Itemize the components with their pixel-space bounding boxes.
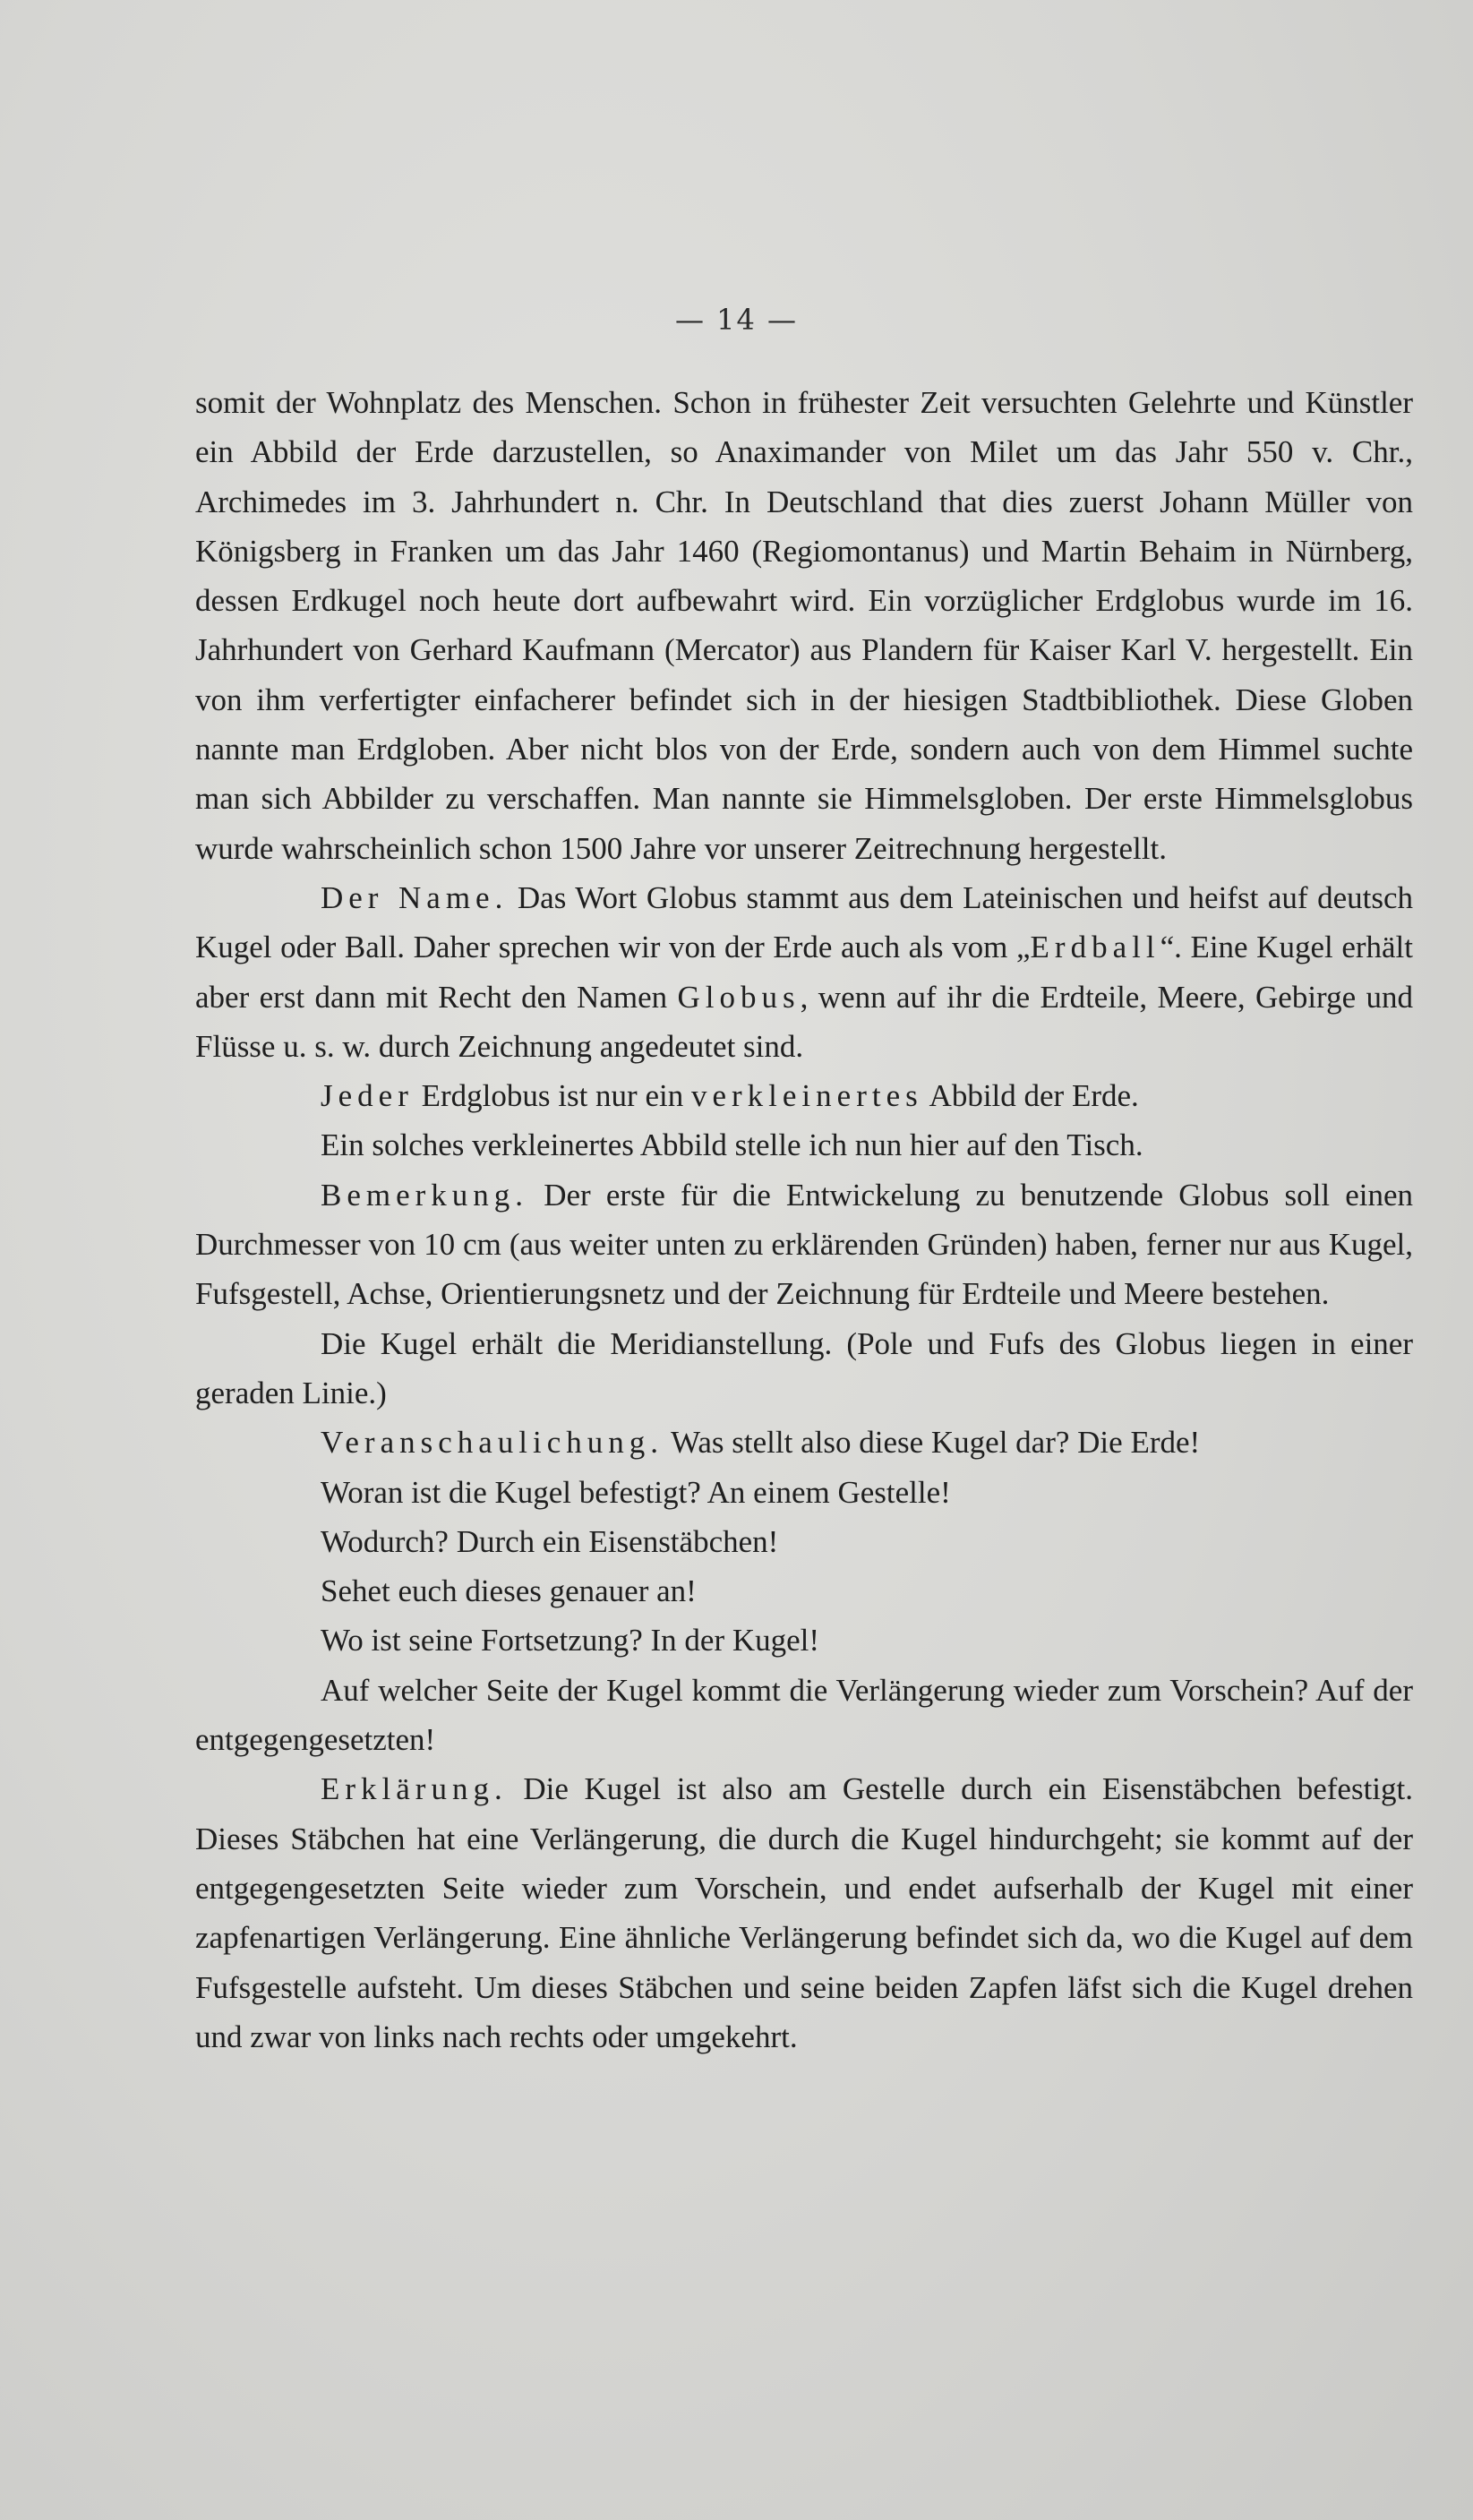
paragraph <box>195 1566 1413 1616</box>
emphasized-text: Erdball <box>1030 930 1160 965</box>
paragraph-text: Was stellt also diese Kugel dar? Die Erde! <box>664 1425 1201 1461</box>
paragraph-text: Erdglobus ist nur ein <box>413 1078 691 1114</box>
paragraph <box>195 1517 1413 1566</box>
emphasized-text: Jeder <box>321 1078 414 1114</box>
paragraph <box>195 1764 1413 2061</box>
paragraph <box>195 1616 1413 1665</box>
paragraph <box>195 1319 1413 1419</box>
paragraph-text: Woran ist die Kugel befestigt? An einem Gestelle! <box>321 1474 951 1510</box>
paragraph <box>195 1120 1413 1170</box>
emphasized-text: Erklärung. <box>321 1771 508 1807</box>
page-number: — 14 — <box>674 303 799 337</box>
paragraph-text: somit der Wohnplatz des Menschen. Schon in frühester Zeit versuchten Gelehrte und Künstler ein Abbild der Erde darzustellen, so Anaximander von Milet um das Jahr 550 v. Chr., Archimedes im 3. Jahrhundert n. Chr. In Deutschland that dies zuerst Johann Müller von Königsberg in Franken um das Jahr 1460 (Regiomontanus) und Martin Behaim in Nürnberg, dessen Erdkugel noch heute dort aufbewahrt wird. Ein vorzüglicher Erdglobus wurde im 16. Jahrhundert von Gerhard Kaufmann (Mercator) aus Plandern für Kaiser Karl V. hergestellt. Ein von ihm verfertigter einfacherer befindet sich in der hiesigen Stadtbibliothek. Diese Globen nannte man Erdgloben. Aber nicht blos von der Erde, sondern auch von dem Himmel suchte man sich Abbilder zu verschaffen. Man nannte sie Himmelsgloben. Der erste Himmelsglobus wurde wahrscheinlich schon 1500 Jahre vor unserer Zeitrechnung hergestellt. <box>195 385 1413 866</box>
emphasized-text: Veranschaulichung. <box>321 1425 664 1461</box>
paragraph-text: Abbild der Erde. <box>922 1078 1139 1114</box>
paragraph-text: Wodurch? Durch ein Eisenstäbchen! <box>321 1523 779 1559</box>
paragraph-text: Der erste für die Entwickelung zu benutzende Globus soll einen Durchmesser von 10 cm (aus weiter unten zu erklärenden Gründen) haben, ferner nur aus Kugel, Fufsgestell, Achse, Orientierungsnetz und der Zeichnung für Erdteile und Meere bestehen. <box>195 1177 1413 1312</box>
paragraph <box>195 873 1413 1071</box>
emphasized-text: Globus <box>677 979 801 1015</box>
emphasized-text: Der Name. <box>321 879 509 915</box>
paragraph <box>195 1418 1413 1467</box>
paragraph-text: Wo ist seine Fortsetzung? In der Kugel! <box>321 1623 820 1659</box>
paragraph-text: Das Wort Globus stammt aus dem Lateinischen und heifst auf deutsch Kugel oder Ball. Daher sprechen wir von der Erde auch als vom „ <box>195 879 1414 965</box>
emphasized-text: verkleinertes <box>690 1078 923 1114</box>
paragraph <box>195 1468 1413 1517</box>
paragraph <box>195 378 1413 873</box>
paragraph-text: Die Kugel erhält die Meridianstellung. (Pole und Fufs des Globus liegen in einer geraden Linie.) <box>195 1325 1413 1410</box>
paragraph-text: Die Kugel ist also am Gestelle durch ein Eisenstäbchen befestigt. Dieses Stäbchen hat eine Verlängerung, die durch die Kugel hindurchgeht; sie kommt auf der entgegengesetzten Seite wieder zum Vorschein, und endet aufserhalb der Kugel mit einer zapfenartigen Verlängerung. Eine ähnliche Verlängerung befindet sich da, wo die Kugel auf dem Fufsgestelle aufsteht. Um dieses Stäbchen und seine beiden Zapfen läfst sich die Kugel drehen und zwar von links nach rechts oder umgekehrt. <box>195 1771 1413 2054</box>
body-text <box>195 378 1413 2061</box>
paragraph <box>195 1666 1413 1765</box>
paragraph-text: , wenn auf ihr die Erdteile, Meere, Gebirge und Flüsse u. s. w. durch Zeichnung angedeutet sind. <box>195 979 1414 1064</box>
paragraph-text: “. Eine Kugel erhält aber erst dann mit Recht den Namen <box>195 930 1413 1015</box>
paragraph-text: Auf welcher Seite der Kugel kommt die Verlängerung wieder zum Vorschein? Auf der entgegengesetzten! <box>195 1672 1413 1758</box>
paragraph-text: Ein solches verkleinertes Abbild stelle ich nun hier auf den Tisch. <box>321 1127 1143 1163</box>
emphasized-text: Bemerkung. <box>321 1177 529 1213</box>
paragraph <box>195 1071 1413 1120</box>
paragraph <box>195 1170 1413 1319</box>
paragraph-text: Sehet euch dieses genauer an! <box>321 1573 697 1609</box>
